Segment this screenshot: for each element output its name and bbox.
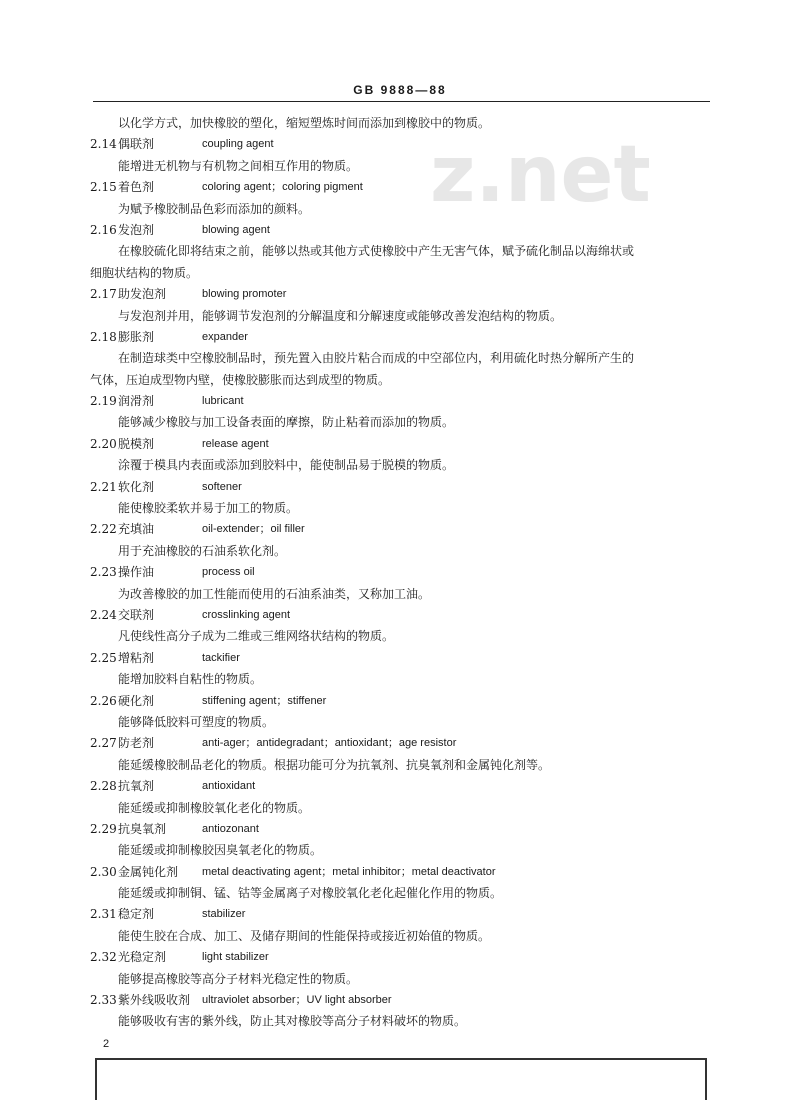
bottom-frame: [95, 1058, 707, 1100]
term-entry: [0, 284, 800, 305]
term-english: crosslinking agent: [202, 608, 291, 621]
term-english: oil-extender；oil filler: [202, 523, 305, 536]
term-english: lubricant: [202, 395, 244, 408]
term-entry: [0, 519, 800, 540]
term-entry: [0, 691, 800, 712]
term-english: softener: [202, 480, 242, 493]
definition-text: 能延缓或抑制橡胶因臭氧老化的物质。: [118, 843, 323, 858]
term-english: anti-ager；antidegradant；antioxidant；age resistor: [202, 737, 457, 750]
definition-text: 能延缓或抑制铜、锰、钴等金属离子对橡胶氧化老化起催化作用的物质。: [118, 886, 503, 901]
definition-text: 能延缓或抑制橡胶氧化老化的物质。: [118, 800, 311, 815]
term-entry: [0, 733, 800, 754]
term-number: 2.20: [90, 436, 117, 451]
header-rule: [93, 101, 710, 102]
term-number: 2.27: [90, 736, 117, 751]
definition-text: 用于充油橡胶的石油系软化剂。: [118, 543, 287, 558]
document-header: GB 9888—88: [353, 83, 447, 97]
term-chinese: 发泡剂: [118, 222, 155, 237]
term-number: 2.14: [90, 137, 117, 152]
term-english: release agent: [202, 437, 269, 450]
term-chinese: 金属钝化剂: [118, 864, 179, 879]
term-entry: [0, 477, 800, 498]
definition-text: 能延缓橡胶制品老化的物质。根据功能可分为抗氧剂、抗臭氧剂和金属钝化剂等。: [118, 757, 551, 772]
term-entry: [0, 776, 800, 797]
definition-text: 能够吸收有害的紫外线，防止其对橡胶等高分子材料破坏的物质。: [118, 1014, 467, 1029]
term-chinese: 软化剂: [118, 479, 155, 494]
term-entry: [0, 862, 800, 883]
term-english: coloring agent；coloring pigment: [202, 181, 363, 194]
term-number: 2.25: [90, 650, 117, 665]
term-english: antioxidant: [202, 780, 256, 793]
term-number: 2.29: [90, 821, 117, 836]
definition-text: 以化学方式，加快橡胶的塑化，缩短塑炼时间而添加到橡胶中的物质。: [118, 116, 491, 130]
term-chinese: 增粘剂: [118, 650, 155, 665]
term-english: metal deactivating agent；metal inhibitor；metal deactivator: [202, 865, 496, 878]
definition-text: 能增进无机物与有机物之间相互作用的物质。: [118, 158, 359, 173]
term-entry: [0, 947, 800, 968]
term-number: 2.19: [90, 394, 117, 409]
watermark: z.net: [430, 130, 651, 220]
term-entry: [0, 434, 800, 455]
definition-text: 能使生胶在合成、加工、及储存期间的性能保持或接近初始值的物质。: [118, 928, 491, 943]
term-entry: [0, 605, 800, 626]
term-entry: [0, 327, 800, 348]
term-number: 2.24: [90, 607, 117, 622]
page-number: 2: [103, 1038, 110, 1050]
term-number: 2.17: [90, 287, 117, 302]
term-chinese: 紫外线吸收剂: [118, 993, 191, 1008]
term-chinese: 膨胀剂: [118, 329, 155, 344]
term-entry: [0, 990, 800, 1011]
definition-text: 凡使线性高分子成为二维或三维网络状结构的物质。: [118, 629, 395, 644]
term-chinese: 充填油: [118, 522, 155, 537]
term-english: coupling agent: [202, 138, 274, 151]
term-english: light stabilizer: [202, 951, 269, 964]
term-entry: [0, 134, 800, 155]
definition-continuation: 细胞状结构的物质。: [90, 265, 199, 280]
term-number: 2.22: [90, 522, 117, 537]
term-chinese: 抗臭氧剂: [118, 821, 167, 836]
document-body: [0, 113, 800, 1033]
definition-text: 能够减少橡胶与加工设备表面的摩擦，防止粘着而添加的物质。: [118, 415, 455, 430]
term-chinese: 着色剂: [118, 180, 155, 195]
definition-text: 在制造球类中空橡胶制品时，预先置入由胶片粘合而成的中空部位内，利用硫化时热分解所产生的: [118, 351, 635, 366]
definition-text: 涂覆于模具内表面或添加到胶料中，能使制品易于脱模的物质。: [118, 458, 455, 473]
term-chinese: 操作油: [118, 565, 155, 580]
term-entry: [0, 391, 800, 412]
term-number: 2.31: [90, 907, 117, 922]
term-chinese: 润滑剂: [118, 394, 155, 409]
term-number: 2.32: [90, 950, 117, 965]
definition-text: 能够提高橡胶等高分子材料光稳定性的物质。: [118, 971, 359, 986]
term-chinese: 偶联剂: [118, 137, 155, 152]
term-entry: [0, 904, 800, 925]
term-chinese: 交联剂: [118, 607, 155, 622]
term-number: 2.15: [90, 180, 117, 195]
term-entry: [0, 562, 800, 583]
term-english: expander: [202, 330, 248, 343]
term-english: blowing agent: [202, 223, 270, 236]
definition-text: 为改善橡胶的加工性能而使用的石油系油类，又称加工油。: [118, 586, 431, 601]
term-number: 2.28: [90, 779, 117, 794]
term-english: stabilizer: [202, 908, 246, 921]
term-number: 2.21: [90, 479, 117, 494]
term-chinese: 助发泡剂: [118, 287, 167, 302]
term-number: 2.26: [90, 693, 117, 708]
term-chinese: 光稳定剂: [118, 950, 167, 965]
term-chinese: 硬化剂: [118, 693, 155, 708]
definition-text: 与发泡剂并用，能够调节发泡剂的分解温度和分解速度或能够改善发泡结构的物质。: [118, 308, 563, 323]
term-number: 2.33: [90, 993, 117, 1008]
definition-continuation: 气体，压迫成型物内壁，使橡胶膨胀而达到成型的物质。: [90, 372, 391, 387]
term-english: blowing promoter: [202, 288, 287, 301]
term-entry: [0, 220, 800, 241]
definition-text: 能增加胶料自粘性的物质。: [118, 672, 263, 687]
definition-text: 为赋予橡胶制品色彩而添加的颜料。: [118, 201, 311, 216]
term-number: 2.23: [90, 565, 117, 580]
term-english: stiffening agent；stiffener: [202, 694, 327, 707]
term-english: tackifier: [202, 651, 240, 664]
term-number: 2.30: [90, 864, 117, 879]
term-chinese: 脱模剂: [118, 436, 155, 451]
term-entry: [0, 648, 800, 669]
term-entry: [0, 177, 800, 198]
definition-text: 能够降低胶料可塑度的物质。: [118, 714, 275, 729]
term-english: ultraviolet absorber；UV light absorber: [202, 994, 392, 1007]
definition-text: 能使橡胶柔软并易于加工的物质。: [118, 501, 299, 516]
term-chinese: 抗氧剂: [118, 779, 155, 794]
term-chinese: 稳定剂: [118, 907, 155, 922]
term-english: antiozonant: [202, 822, 259, 835]
term-number: 2.18: [90, 329, 117, 344]
term-chinese: 防老剂: [118, 736, 155, 751]
term-entry: [0, 819, 800, 840]
term-number: 2.16: [90, 222, 117, 237]
definition-text: 在橡胶硫化即将结束之前，能够以热或其他方式使橡胶中产生无害气体，赋予硫化制品以海绵状或: [118, 244, 635, 259]
term-english: process oil: [202, 566, 255, 579]
